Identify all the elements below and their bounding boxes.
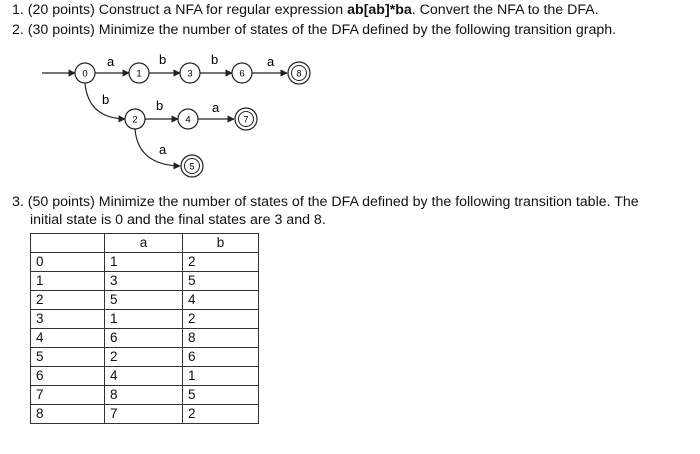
state-6 [232, 63, 252, 83]
svg-text:3: 3 [187, 68, 193, 80]
state-cell: 5 [31, 348, 105, 367]
state-0 [75, 63, 95, 83]
b-cell: 2 [183, 310, 259, 329]
edge-label-2-4: b [156, 98, 164, 113]
edge-2-5 [135, 129, 180, 166]
b-cell: 5 [183, 272, 259, 291]
question-3-line-1: 3. (50 points) Minimize the number of states of the DFA defined by the following transition table. The [12, 194, 639, 210]
edge-label-2-5: a [159, 142, 167, 157]
table-row [31, 310, 259, 329]
a-cell: 1 [105, 253, 183, 272]
regex-expression: ab[ab]*ba [347, 2, 412, 18]
state-cell: 2 [31, 291, 105, 310]
a-cell: 4 [105, 367, 183, 386]
svg-text:2: 2 [132, 114, 138, 126]
state-cell: 1 [31, 272, 105, 291]
svg-text:4: 4 [185, 114, 191, 126]
header-a: a [105, 234, 183, 253]
a-cell: 5 [105, 291, 183, 310]
b-cell: 8 [183, 329, 259, 348]
table-row [31, 253, 259, 272]
transition-graph [0, 42, 340, 187]
question-2: 2. (30 points) Minimize the number of states of the DFA defined by the following transition graph. [12, 22, 617, 38]
question-1-suffix: . Convert the NFA to the DFA. [411, 2, 599, 18]
state-2 [125, 109, 145, 129]
transition-table [30, 233, 259, 424]
header-b: b [183, 234, 259, 253]
state-1 [129, 63, 149, 83]
edge-label-0-2: b [102, 92, 110, 107]
svg-text:0: 0 [82, 68, 88, 80]
edge-label-6-8: a [267, 54, 275, 69]
header-state [31, 234, 105, 253]
svg-text:5: 5 [189, 161, 195, 172]
state-3 [180, 63, 200, 83]
a-cell: 7 [105, 405, 183, 424]
state-8-final [288, 62, 310, 84]
b-cell: 6 [183, 348, 259, 367]
a-cell: 3 [105, 272, 183, 291]
a-cell: 1 [105, 310, 183, 329]
b-cell: 1 [183, 367, 259, 386]
b-cell: 2 [183, 253, 259, 272]
a-cell: 8 [105, 386, 183, 405]
table-row [31, 348, 259, 367]
b-cell: 2 [183, 405, 259, 424]
table-row [31, 272, 259, 291]
state-cell: 4 [31, 329, 105, 348]
svg-text:1: 1 [136, 68, 142, 80]
state-cell: 0 [31, 253, 105, 272]
a-cell: 6 [105, 329, 183, 348]
question-1-prefix: 1. (20 points) Construct a NFA for regular expression [12, 2, 348, 18]
state-cell: 3 [31, 310, 105, 329]
table-row [31, 367, 259, 386]
table-row [31, 386, 259, 405]
b-cell: 5 [183, 386, 259, 405]
state-cell: 7 [31, 386, 105, 405]
state-4 [178, 109, 198, 129]
table-row [31, 405, 259, 424]
state-5-final [181, 155, 203, 177]
svg-text:8: 8 [296, 68, 302, 79]
a-cell: 2 [105, 348, 183, 367]
table-row [31, 329, 259, 348]
svg-text:6: 6 [239, 68, 245, 80]
edge-label-0-1: a [107, 54, 115, 69]
edge-label-4-7: a [212, 100, 220, 115]
state-7-final [235, 108, 257, 130]
state-cell: 8 [31, 405, 105, 424]
question-3-line-2: initial state is 0 and the final states are 3 and 8. [30, 212, 326, 228]
b-cell: 4 [183, 291, 259, 310]
svg-text:7: 7 [243, 114, 249, 125]
edge-label-1-3: b [159, 52, 167, 67]
state-cell: 6 [31, 367, 105, 386]
table-header-row [31, 234, 259, 253]
question-1 [12, 1, 599, 19]
edge-label-3-6: b [211, 52, 219, 67]
table-row [31, 291, 259, 310]
